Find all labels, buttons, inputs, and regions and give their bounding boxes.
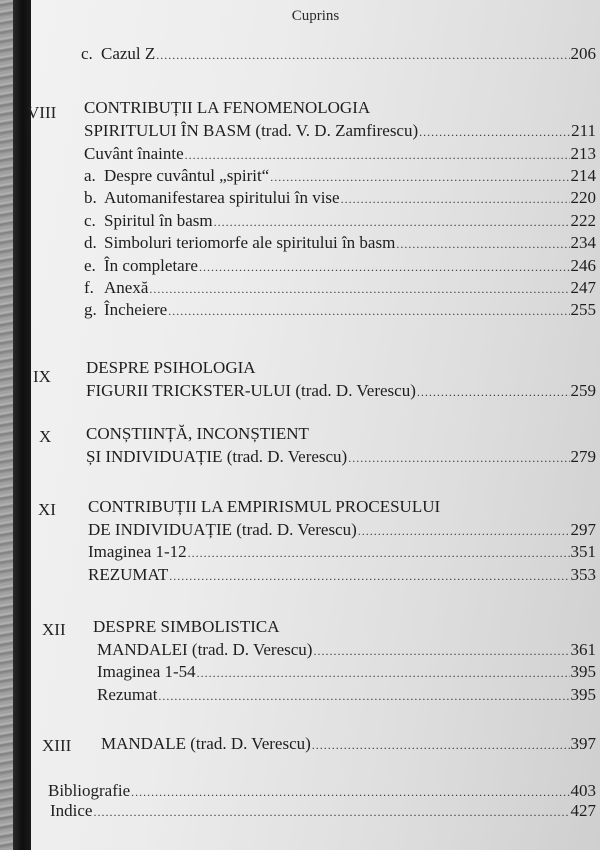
toc-entry[interactable]	[84, 278, 596, 299]
leader-dots	[358, 521, 570, 541]
chapter-title-line1: CONȘTIINȚĂ, INCONȘTIENT	[86, 424, 309, 443]
entry-label: b. Automanifestarea spiritului în vise	[84, 188, 340, 207]
toc-entry[interactable]	[97, 685, 596, 706]
leader-dots	[341, 189, 570, 209]
entry-label: Indice	[50, 801, 93, 820]
entry-label: MANDALE (trad. D. Verescu)	[101, 734, 311, 753]
entry-label: Imaginea 1-12	[88, 542, 187, 561]
entry-label: e. În completare	[84, 256, 198, 275]
page-edges	[0, 0, 13, 850]
toc-entry-bibliografie[interactable]	[48, 781, 596, 802]
chapter-numeral: X	[39, 427, 52, 446]
page-number: 247	[570, 278, 596, 297]
page-number: 279	[570, 447, 596, 466]
page-number: 427	[570, 801, 596, 820]
entry-label: Rezumat	[97, 685, 158, 704]
leader-dots	[214, 212, 570, 232]
leader-dots	[313, 641, 569, 661]
chapter-numeral: XI	[38, 500, 56, 519]
toc-entry[interactable]	[84, 211, 596, 232]
chapter-numeral: IX	[33, 367, 51, 386]
book-spine	[13, 0, 31, 850]
page-number: 395	[570, 662, 596, 681]
page-number: 234	[570, 233, 596, 252]
entry-label: SPIRITULUI ÎN BASM (trad. V. D. Zamfirescu)	[84, 121, 419, 140]
running-header: Cuprins	[291, 8, 340, 24]
entry-label: Imaginea 1-54	[97, 662, 196, 681]
toc-entry[interactable]	[97, 640, 596, 661]
entry-label: Cuvânt înainte	[84, 144, 184, 163]
entry-label: c. Cazul Z	[81, 44, 156, 63]
leader-dots	[156, 45, 569, 65]
chapter-title-line1: CONTRIBUȚII LA EMPIRISMUL PROCESULUI	[88, 497, 441, 516]
toc-entry[interactable]	[86, 381, 596, 402]
leader-dots	[348, 448, 569, 468]
page-number: 395	[570, 685, 596, 704]
entry-label: FIGURII TRICKSTER-ULUI (trad. D. Verescu)	[86, 381, 416, 400]
entry-label: Bibliografie	[48, 781, 131, 800]
chapter-numeral: XII	[42, 620, 66, 639]
page-number: 214	[570, 166, 596, 185]
leader-dots	[93, 802, 569, 822]
entry-label: a. Despre cuvântul „spirit“	[84, 166, 270, 185]
leader-dots	[199, 257, 570, 277]
page-number: 222	[570, 211, 596, 230]
chapter-title-line1: CONTRIBUȚII LA FENOMENOLOGIA	[84, 98, 371, 117]
leader-dots	[312, 735, 570, 755]
toc-entry[interactable]	[84, 121, 596, 142]
entry-label: f. Anexă	[84, 278, 149, 297]
page-number: 246	[570, 256, 596, 275]
page-number: 403	[570, 781, 596, 800]
chapter-numeral: VIII	[27, 103, 57, 122]
leader-dots	[185, 145, 570, 165]
leader-dots	[131, 782, 569, 802]
leader-dots	[197, 663, 570, 683]
page-number: 255	[570, 300, 596, 319]
page-number: 220	[570, 188, 596, 207]
toc-entry[interactable]	[88, 565, 596, 586]
toc-entry[interactable]	[88, 520, 596, 541]
entry-label: ȘI INDIVIDUAȚIE (trad. D. Verescu)	[86, 447, 348, 466]
entry-label: DE INDIVIDUAȚIE (trad. D. Verescu)	[88, 520, 357, 539]
chapter-numeral: XIII	[42, 736, 72, 755]
toc-entry[interactable]	[88, 542, 596, 563]
leader-dots	[158, 686, 569, 706]
toc-entry[interactable]	[84, 300, 596, 321]
entry-label: d. Simboluri teriomorfe ale spiritului în basm	[84, 233, 396, 252]
leader-dots	[396, 234, 569, 254]
page-number: 361	[570, 640, 596, 659]
leader-dots	[188, 543, 570, 563]
toc-entry[interactable]	[97, 662, 596, 683]
page-number: 213	[570, 144, 596, 163]
leader-dots	[149, 279, 569, 299]
leader-dots	[417, 382, 570, 402]
leader-dots	[168, 301, 569, 321]
leader-dots	[419, 122, 570, 142]
toc-entry[interactable]	[86, 447, 596, 468]
chapter-title-line1: DESPRE PSIHOLOGIA	[86, 358, 256, 377]
toc-entry-indice[interactable]	[50, 801, 596, 822]
toc-entry[interactable]	[84, 256, 596, 277]
page-number: 206	[570, 44, 596, 63]
toc-entry[interactable]	[101, 734, 596, 755]
entry-label: c. Spiritul în basm	[84, 211, 213, 230]
toc-entry[interactable]	[84, 166, 596, 187]
page-number: 211	[571, 121, 596, 140]
toc-page	[27, 0, 600, 850]
page-number: 259	[570, 381, 596, 400]
chapter-title-line1: DESPRE SIMBOLISTICA	[93, 617, 280, 636]
page-number: 353	[570, 565, 596, 584]
page-number: 351	[570, 542, 596, 561]
page-number: 397	[570, 734, 596, 753]
entry-label: REZUMAT	[88, 565, 169, 584]
toc-entry[interactable]	[84, 144, 596, 165]
entry-label: g. Încheiere	[84, 300, 168, 319]
page-number: 297	[570, 520, 596, 539]
leader-dots	[270, 167, 569, 187]
entry-label: MANDALEI (trad. D. Verescu)	[97, 640, 313, 659]
toc-entry[interactable]	[81, 44, 596, 65]
toc-entry[interactable]	[84, 188, 596, 209]
toc-entry[interactable]	[84, 233, 596, 254]
leader-dots	[169, 566, 569, 586]
